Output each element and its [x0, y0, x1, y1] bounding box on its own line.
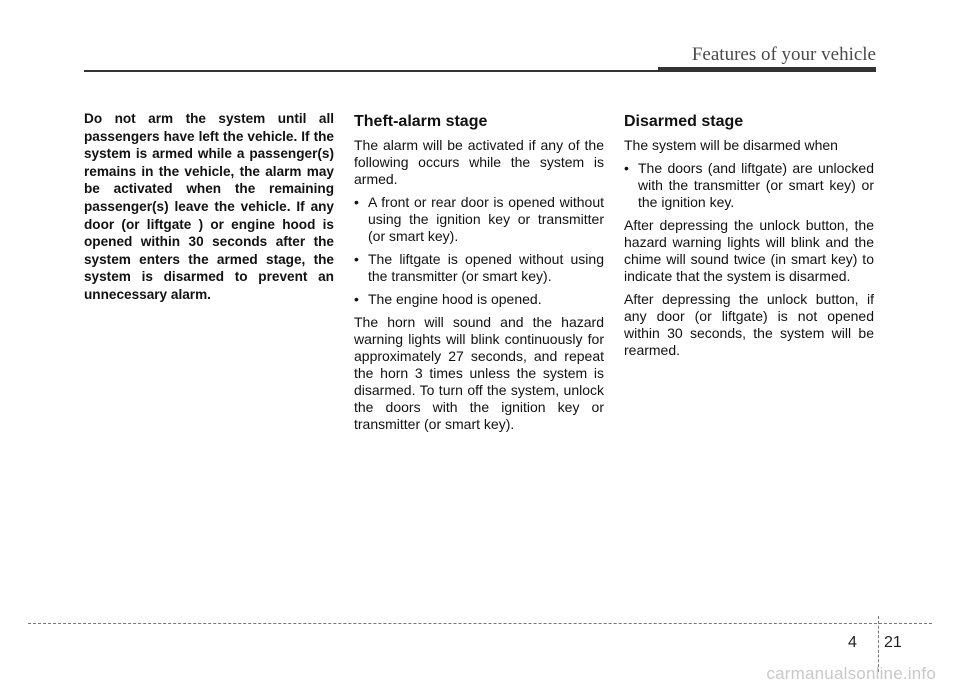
chapter-number: 4 [848, 634, 857, 651]
left-column [84, 110, 334, 304]
bullet-icon: • [624, 160, 629, 176]
right-column [624, 110, 874, 365]
theft-alarm-outro: The horn will sound and the hazard warning lights will blink continuously for approximately 27 seconds, and repeat the horn 3 times unless the system is disarmed. To turn off the system, unlock the doors with the ignition key or transmitter (or smart key). [354, 314, 604, 432]
footer-rule [28, 623, 932, 624]
header-title: Features of your vehicle [691, 44, 876, 65]
theft-alarm-list [354, 194, 604, 308]
armed-warning-text: Do not arm the system until all passengers have left the vehicle. If the system is armed while a passenger(s) remains in the vehicle, the alarm may be activated when the remaining passenger(s) leave the vehicle. If any door (or liftgate ) or engine hood is opened within 30 seconds after the system enters the armed stage, the system is disarmed to prevent an unnecessary alarm. [84, 111, 334, 302]
bullet-icon: • [354, 291, 359, 307]
list-item: • A front or rear door is opened without using the ignition key or transmitter (or smart key). [354, 194, 604, 244]
theft-alarm-intro: The alarm will be activated if any of the following occurs while the system is armed. [354, 137, 604, 187]
header-rule-accent [658, 67, 876, 72]
disarmed-list [624, 160, 874, 211]
disarmed-paragraph-1: After depressing the unlock button, the hazard warning lights will blink and the chime will sound twice (in smart key) to indicate that the system is disarmed. [624, 217, 874, 284]
disarmed-heading: Disarmed stage [624, 113, 744, 130]
bullet-icon: • [354, 194, 359, 210]
page-number: 21 [884, 634, 902, 651]
list-item: • The engine hood is opened. [354, 291, 542, 307]
watermark: carmanualsonline.info [766, 664, 936, 683]
list-item: • The liftgate is opened without using the transmitter (or smart key). [354, 251, 604, 284]
middle-column [354, 110, 604, 439]
disarmed-paragraph-2: After depressing the unlock button, if any door (or liftgate) is not opened within 30 seconds, the system will be rearmed. [624, 291, 874, 358]
theft-alarm-heading: Theft-alarm stage [354, 113, 488, 130]
bullet-icon: • [354, 251, 359, 267]
list-item: • The doors (and liftgate) are unlocked with the transmitter (or smart key) or the ignition key. [624, 160, 874, 210]
disarmed-intro: The system will be disarmed when [624, 137, 838, 153]
